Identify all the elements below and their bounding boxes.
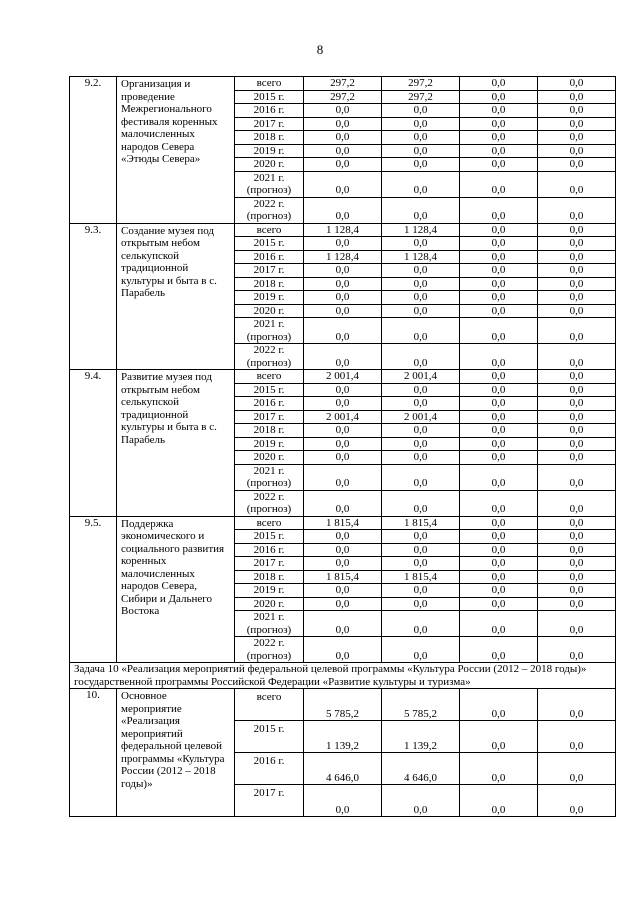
value-cell-3: 0,0 — [460, 237, 538, 251]
value-cell-3: 0,0 — [460, 637, 538, 663]
page-number: 8 — [316, 42, 324, 57]
table-row — [70, 223, 616, 237]
value-cell-2: 0,0 — [382, 237, 460, 251]
value-cell-4: 0,0 — [538, 597, 616, 611]
value-cell-4: 0,0 — [538, 570, 616, 584]
value-cell-3: 0,0 — [460, 557, 538, 571]
year-cell: 2017 г. — [235, 410, 304, 424]
value-cell-4: 0,0 — [538, 171, 616, 197]
value-cell-3: 0,0 — [460, 785, 538, 817]
value-cell-4: 0,0 — [538, 611, 616, 637]
value-cell-2: 1 815,4 — [382, 570, 460, 584]
year-cell: всего — [235, 77, 304, 91]
value-cell-3: 0,0 — [460, 543, 538, 557]
year-cell: 2021 г. (прогноз) — [235, 171, 304, 197]
value-cell-3: 0,0 — [460, 424, 538, 438]
year-cell: всего — [235, 516, 304, 530]
year-cell: 2019 г. — [235, 144, 304, 158]
value-cell-3: 0,0 — [460, 490, 538, 516]
year-cell: 2019 г. — [235, 584, 304, 598]
value-cell-2: 0,0 — [382, 131, 460, 145]
value-cell-4: 0,0 — [538, 344, 616, 370]
value-cell-3: 0,0 — [460, 451, 538, 465]
value-cell-3: 0,0 — [460, 597, 538, 611]
value-cell-1: 0,0 — [304, 264, 382, 278]
value-cell-4: 0,0 — [538, 451, 616, 465]
value-cell-1: 0,0 — [304, 158, 382, 172]
value-cell-4: 0,0 — [538, 584, 616, 598]
value-cell-4: 0,0 — [538, 383, 616, 397]
year-cell: 2016 г. — [235, 543, 304, 557]
year-cell: 2017 г. — [235, 264, 304, 278]
year-cell: 2019 г. — [235, 291, 304, 305]
item-name: Организация и проведение Межрегионального фестиваля коренных малочисленных народов Севера «Этюды Севера» — [117, 77, 235, 224]
value-cell-1: 0,0 — [304, 171, 382, 197]
value-cell-1: 1 139,2 — [304, 721, 382, 753]
value-cell-4: 0,0 — [538, 410, 616, 424]
value-cell-3: 0,0 — [460, 344, 538, 370]
value-cell-3: 0,0 — [460, 437, 538, 451]
value-cell-4: 0,0 — [538, 223, 616, 237]
value-cell-1: 4 646,0 — [304, 753, 382, 785]
year-cell: 2021 г. (прогноз) — [235, 611, 304, 637]
value-cell-2: 0,0 — [382, 158, 460, 172]
year-cell: 2017 г. — [235, 785, 304, 817]
value-cell-1: 0,0 — [304, 424, 382, 438]
value-cell-2: 1 815,4 — [382, 516, 460, 530]
value-cell-2: 0,0 — [382, 171, 460, 197]
value-cell-4: 0,0 — [538, 543, 616, 557]
value-cell-4: 0,0 — [538, 131, 616, 145]
year-cell: 2015 г. — [235, 721, 304, 753]
value-cell-4: 0,0 — [538, 689, 616, 721]
value-cell-1: 0,0 — [304, 344, 382, 370]
value-cell-4: 0,0 — [538, 144, 616, 158]
value-cell-1: 0,0 — [304, 597, 382, 611]
value-cell-3: 0,0 — [460, 410, 538, 424]
value-cell-1: 0,0 — [304, 451, 382, 465]
value-cell-2: 2 001,4 — [382, 370, 460, 384]
item-name: Поддержка экономического и социального развития коренных малочисленных народов Севера, Сибири и Дальнего Востока — [117, 516, 235, 663]
value-cell-3: 0,0 — [460, 530, 538, 544]
year-cell: 2017 г. — [235, 557, 304, 571]
value-cell-2: 0,0 — [382, 597, 460, 611]
year-cell: всего — [235, 223, 304, 237]
table-row — [70, 370, 616, 384]
year-cell: 2016 г. — [235, 250, 304, 264]
value-cell-1: 0,0 — [304, 464, 382, 490]
value-cell-2: 0,0 — [382, 104, 460, 118]
value-cell-3: 0,0 — [460, 370, 538, 384]
value-cell-4: 0,0 — [538, 291, 616, 305]
value-cell-2: 5 785,2 — [382, 689, 460, 721]
year-cell: 2021 г. (прогноз) — [235, 464, 304, 490]
year-cell: 2017 г. — [235, 117, 304, 131]
value-cell-3: 0,0 — [460, 264, 538, 278]
table-row — [70, 77, 616, 91]
year-cell: 2020 г. — [235, 158, 304, 172]
value-cell-3: 0,0 — [460, 516, 538, 530]
value-cell-4: 0,0 — [538, 370, 616, 384]
table-row — [70, 516, 616, 530]
value-cell-2: 0,0 — [382, 144, 460, 158]
value-cell-4: 0,0 — [538, 490, 616, 516]
year-cell: 2015 г. — [235, 383, 304, 397]
year-cell: всего — [235, 370, 304, 384]
value-cell-4: 0,0 — [538, 90, 616, 104]
value-cell-3: 0,0 — [460, 584, 538, 598]
value-cell-4: 0,0 — [538, 397, 616, 411]
value-cell-2: 0,0 — [382, 383, 460, 397]
value-cell-2: 1 128,4 — [382, 223, 460, 237]
task-row — [70, 663, 616, 689]
value-cell-4: 0,0 — [538, 464, 616, 490]
value-cell-2: 0,0 — [382, 611, 460, 637]
value-cell-2: 0,0 — [382, 397, 460, 411]
value-cell-3: 0,0 — [460, 397, 538, 411]
value-cell-1: 0,0 — [304, 785, 382, 817]
value-cell-3: 0,0 — [460, 464, 538, 490]
value-cell-4: 0,0 — [538, 250, 616, 264]
value-cell-2: 1 128,4 — [382, 250, 460, 264]
value-cell-3: 0,0 — [460, 171, 538, 197]
value-cell-4: 0,0 — [538, 117, 616, 131]
value-cell-3: 0,0 — [460, 689, 538, 721]
value-cell-1: 1 815,4 — [304, 570, 382, 584]
value-cell-2: 0,0 — [382, 437, 460, 451]
value-cell-1: 0,0 — [304, 490, 382, 516]
value-cell-3: 0,0 — [460, 131, 538, 145]
year-cell: 2015 г. — [235, 237, 304, 251]
value-cell-1: 0,0 — [304, 237, 382, 251]
value-cell-4: 0,0 — [538, 530, 616, 544]
value-cell-4: 0,0 — [538, 424, 616, 438]
year-cell: 2020 г. — [235, 451, 304, 465]
value-cell-2: 0,0 — [382, 197, 460, 223]
value-cell-3: 0,0 — [460, 77, 538, 91]
item-number: 9.2. — [70, 77, 117, 224]
year-cell: 2021 г. (прогноз) — [235, 318, 304, 344]
value-cell-1: 0,0 — [304, 584, 382, 598]
value-cell-3: 0,0 — [460, 158, 538, 172]
item-name: Создание музея под открытым небом селькупской традиционной культуры и быта в с. Парабель — [117, 223, 235, 370]
value-cell-2: 297,2 — [382, 77, 460, 91]
value-cell-3: 0,0 — [460, 318, 538, 344]
value-cell-1: 0,0 — [304, 530, 382, 544]
item-number: 9.3. — [70, 223, 117, 370]
value-cell-1: 297,2 — [304, 90, 382, 104]
value-cell-3: 0,0 — [460, 197, 538, 223]
value-cell-2: 297,2 — [382, 90, 460, 104]
value-cell-2: 4 646,0 — [382, 753, 460, 785]
value-cell-1: 2 001,4 — [304, 370, 382, 384]
table-row — [70, 689, 616, 721]
value-cell-4: 0,0 — [538, 77, 616, 91]
year-cell: 2016 г. — [235, 397, 304, 411]
value-cell-1: 0,0 — [304, 611, 382, 637]
value-cell-1: 5 785,2 — [304, 689, 382, 721]
year-cell: 2022 г. (прогноз) — [235, 344, 304, 370]
value-cell-1: 0,0 — [304, 318, 382, 344]
value-cell-2: 0,0 — [382, 424, 460, 438]
value-cell-1: 0,0 — [304, 543, 382, 557]
item-number: 10. — [70, 689, 117, 817]
value-cell-4: 0,0 — [538, 277, 616, 291]
value-cell-1: 0,0 — [304, 197, 382, 223]
year-cell: 2018 г. — [235, 570, 304, 584]
value-cell-3: 0,0 — [460, 144, 538, 158]
value-cell-1: 1 128,4 — [304, 223, 382, 237]
value-cell-1: 0,0 — [304, 117, 382, 131]
value-cell-3: 0,0 — [460, 721, 538, 753]
value-cell-2: 0,0 — [382, 451, 460, 465]
value-cell-2: 0,0 — [382, 490, 460, 516]
value-cell-4: 0,0 — [538, 785, 616, 817]
value-cell-1: 0,0 — [304, 397, 382, 411]
year-cell: 2019 г. — [235, 437, 304, 451]
value-cell-3: 0,0 — [460, 611, 538, 637]
value-cell-2: 0,0 — [382, 264, 460, 278]
year-cell: 2018 г. — [235, 424, 304, 438]
value-cell-2: 0,0 — [382, 543, 460, 557]
value-cell-2: 1 139,2 — [382, 721, 460, 753]
value-cell-4: 0,0 — [538, 237, 616, 251]
value-cell-4: 0,0 — [538, 721, 616, 753]
value-cell-3: 0,0 — [460, 223, 538, 237]
value-cell-1: 0,0 — [304, 144, 382, 158]
value-cell-3: 0,0 — [460, 104, 538, 118]
value-cell-3: 0,0 — [460, 117, 538, 131]
value-cell-2: 2 001,4 — [382, 410, 460, 424]
item-name: Основное мероприятие «Реализация мероприятий федеральной целевой программы «Культура России (2012 – 2018 годы)» — [117, 689, 235, 817]
value-cell-1: 0,0 — [304, 304, 382, 318]
value-cell-1: 0,0 — [304, 291, 382, 305]
year-cell: 2020 г. — [235, 304, 304, 318]
value-cell-4: 0,0 — [538, 264, 616, 278]
value-cell-3: 0,0 — [460, 383, 538, 397]
year-cell: 2016 г. — [235, 104, 304, 118]
year-cell: 2020 г. — [235, 597, 304, 611]
budget-table — [69, 76, 616, 817]
value-cell-2: 0,0 — [382, 584, 460, 598]
value-cell-4: 0,0 — [538, 304, 616, 318]
value-cell-4: 0,0 — [538, 318, 616, 344]
value-cell-1: 0,0 — [304, 277, 382, 291]
value-cell-1: 1 128,4 — [304, 250, 382, 264]
value-cell-4: 0,0 — [538, 753, 616, 785]
year-cell: всего — [235, 689, 304, 721]
value-cell-2: 0,0 — [382, 557, 460, 571]
value-cell-1: 0,0 — [304, 131, 382, 145]
value-cell-3: 0,0 — [460, 250, 538, 264]
value-cell-2: 0,0 — [382, 304, 460, 318]
value-cell-4: 0,0 — [538, 637, 616, 663]
value-cell-3: 0,0 — [460, 291, 538, 305]
value-cell-3: 0,0 — [460, 570, 538, 584]
value-cell-4: 0,0 — [538, 437, 616, 451]
value-cell-4: 0,0 — [538, 557, 616, 571]
value-cell-2: 0,0 — [382, 344, 460, 370]
year-cell: 2015 г. — [235, 90, 304, 104]
value-cell-3: 0,0 — [460, 277, 538, 291]
value-cell-2: 0,0 — [382, 318, 460, 344]
value-cell-1: 2 001,4 — [304, 410, 382, 424]
value-cell-4: 0,0 — [538, 158, 616, 172]
value-cell-4: 0,0 — [538, 104, 616, 118]
value-cell-4: 0,0 — [538, 516, 616, 530]
year-cell: 2022 г. (прогноз) — [235, 490, 304, 516]
year-cell: 2022 г. (прогноз) — [235, 197, 304, 223]
value-cell-2: 0,0 — [382, 530, 460, 544]
value-cell-1: 297,2 — [304, 77, 382, 91]
item-number: 9.4. — [70, 370, 117, 517]
task-heading: Задача 10 «Реализация мероприятий федеральной целевой программы «Культура России (2012 – 2018 годы)» государственной программы Российской Федерации «Развитие культуры и туризма» — [70, 663, 616, 689]
year-cell: 2018 г. — [235, 131, 304, 145]
value-cell-2: 0,0 — [382, 785, 460, 817]
value-cell-1: 0,0 — [304, 557, 382, 571]
value-cell-1: 1 815,4 — [304, 516, 382, 530]
year-cell: 2016 г. — [235, 753, 304, 785]
table-body — [70, 77, 616, 817]
value-cell-2: 0,0 — [382, 464, 460, 490]
item-name: Развитие музея под открытым небом селькупской традиционной культуры и быта в с. Парабель — [117, 370, 235, 517]
value-cell-2: 0,0 — [382, 637, 460, 663]
value-cell-1: 0,0 — [304, 637, 382, 663]
item-number: 9.5. — [70, 516, 117, 663]
year-cell: 2022 г. (прогноз) — [235, 637, 304, 663]
value-cell-3: 0,0 — [460, 753, 538, 785]
value-cell-2: 0,0 — [382, 277, 460, 291]
value-cell-3: 0,0 — [460, 304, 538, 318]
value-cell-1: 0,0 — [304, 437, 382, 451]
year-cell: 2018 г. — [235, 277, 304, 291]
value-cell-1: 0,0 — [304, 104, 382, 118]
value-cell-4: 0,0 — [538, 197, 616, 223]
value-cell-1: 0,0 — [304, 383, 382, 397]
value-cell-2: 0,0 — [382, 117, 460, 131]
value-cell-3: 0,0 — [460, 90, 538, 104]
year-cell: 2015 г. — [235, 530, 304, 544]
value-cell-2: 0,0 — [382, 291, 460, 305]
